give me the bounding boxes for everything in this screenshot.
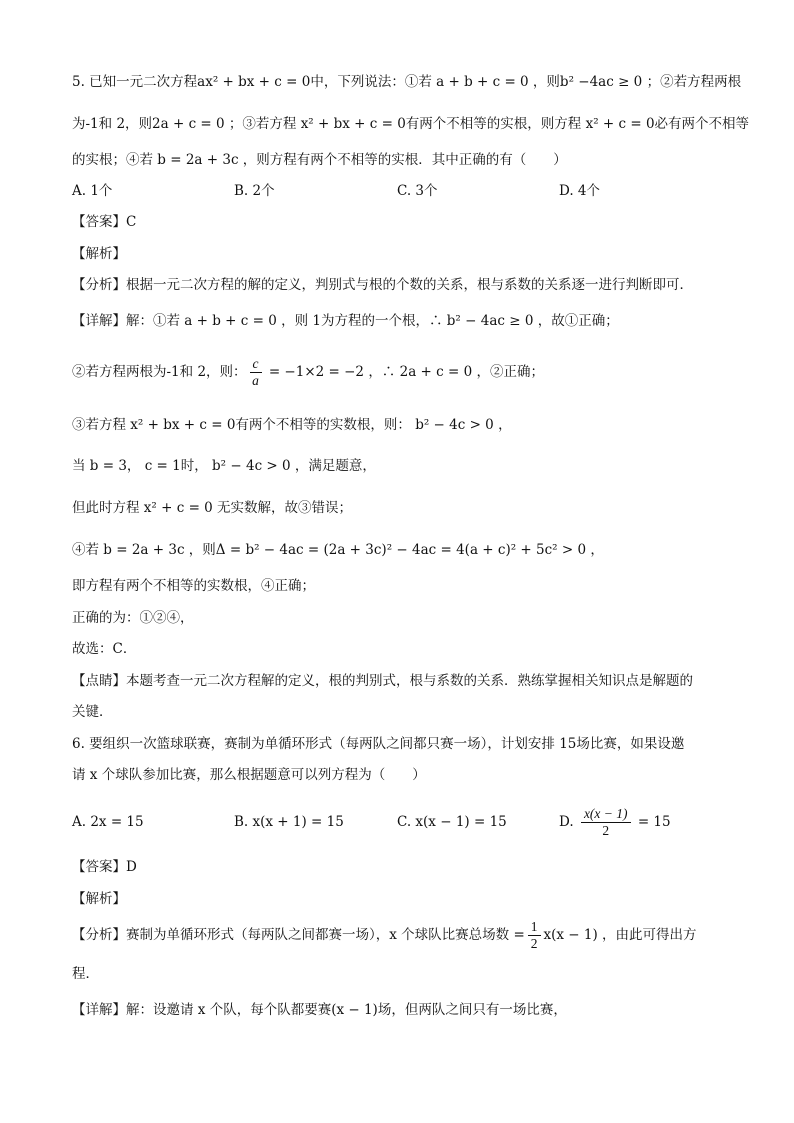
q5-option-d: D. 4个 bbox=[559, 183, 601, 199]
q5-fenxi: 【分析】根据一元二次方程的解的定义，判别式与根的个数的关系，根与系数的关系逐一进行判断即可． bbox=[72, 277, 693, 293]
q5-stem-line2: 为-1和 2，则2a + c = 0 ；③若方程 x² + bx + c = 0有两个不相等的实根，则方程 x² + c = 0必有两个不相等 bbox=[72, 116, 750, 132]
q6-fraction-one-half: $\frac{1}{2}$ bbox=[528, 919, 541, 952]
q5-detail-4: 当 b = 3， c = 1时， b² − 4c > 0 ，满足题意， bbox=[72, 458, 376, 474]
q5-detail-1: 【详解】解：①若 a + b + c = 0 ，则 1为方程的一个根，∴ b² − 4ac ≥ 0 ，故①正确； bbox=[72, 313, 619, 329]
q5-stem-line1: 5. 已知一元二次方程ax² + bx + c = 0中，下列说法：①若 a + b + c = 0 ，则b² −4ac ≥ 0 ；②若方程两根 bbox=[72, 74, 742, 90]
q5-fraction-c-over-a: $\frac{c}{a}$ bbox=[250, 356, 262, 389]
q6-analysis-heading: 【解析】 bbox=[72, 891, 126, 907]
q5-comment-line2: 关键． bbox=[72, 704, 113, 720]
q5-detail-2 bbox=[72, 354, 734, 390]
q5-option-a: A. 1个 bbox=[72, 183, 113, 199]
q5-detail-9: 故选：C． bbox=[72, 641, 137, 657]
q5-detail-8: 正确的为：①②④， bbox=[72, 610, 194, 626]
q6-option-b: B. x(x + 1) = 15 bbox=[234, 814, 344, 830]
q5-detail-7: 即方程有两个不相等的实数根，④正确； bbox=[72, 578, 315, 594]
q5-comment-line1: 【点睛】本题考查一元二次方程解的定义，根的判别式，根与系数的关系．熟练掌握相关知识点是解题的 bbox=[72, 673, 693, 689]
q5-detail-6: ④若 b = 2a + 3c ，则Δ = b² − 4ac = (2a + 3c)² − 4ac = 4(a + c)² + 5c² > 0 ， bbox=[72, 542, 604, 558]
q6-option-d-rhs: = 15 bbox=[637, 814, 671, 830]
q6-stem-line2: 请 x 个球队参加比赛，那么根据题意可以列方程为（ ） bbox=[72, 767, 426, 783]
q6-option-c: C. x(x − 1) = 15 bbox=[397, 814, 507, 830]
q6-fenxi-post: x(x − 1) ，由此可得出方 bbox=[543, 927, 697, 943]
q6-option-d bbox=[559, 796, 671, 848]
q5-detail-5: 但此时方程 x² + c = 0 无实数解，故③错误； bbox=[72, 500, 353, 516]
q5-option-b: B. 2个 bbox=[234, 183, 275, 199]
q6-option-d-fraction: $\frac{x(x - 1)}{2}$ bbox=[581, 806, 631, 839]
q5-detail-2-post: = −1×2 = −2 ，∴ 2a + c = 0 ，②正确； bbox=[264, 364, 544, 380]
q5-analysis-heading: 【解析】 bbox=[72, 246, 126, 262]
q6-option-a: A. 2x = 15 bbox=[72, 814, 144, 830]
q5-option-c: C. 3个 bbox=[397, 183, 438, 199]
q6-detail: 【详解】解：设邀请 x 个队，每个队都要赛(x − 1)场，但两队之间只有一场比赛， bbox=[72, 1002, 567, 1018]
q6-fenxi-pre: 【分析】赛制为单循环形式（每两队之间都赛一场），x 个球队比赛总场数 = bbox=[72, 927, 525, 943]
q5-detail-2-pre: ②若方程两根为-1和 2，则： bbox=[72, 364, 247, 380]
q6-answer: 【答案】D bbox=[72, 859, 137, 875]
q5-detail-3: ③若方程 x² + bx + c = 0有两个不相等的实数根，则： b² − 4c > 0 ， bbox=[72, 417, 512, 433]
q6-option-d-label: D. bbox=[559, 814, 574, 830]
q6-fenxi-line1 bbox=[72, 915, 734, 955]
q6-fenxi-line2: 程． bbox=[72, 966, 99, 982]
q6-stem-line1: 6. 要组织一次篮球联赛，赛制为单循环形式（每两队之间都只赛一场），计划安排 15场比赛，如果设邀 bbox=[72, 736, 685, 752]
q5-stem-line3: 的实根；④若 b = 2a + 3c ，则方程有两个不相等的实根．其中正确的有（ ） bbox=[72, 152, 567, 168]
q5-answer: 【答案】C bbox=[72, 214, 137, 230]
